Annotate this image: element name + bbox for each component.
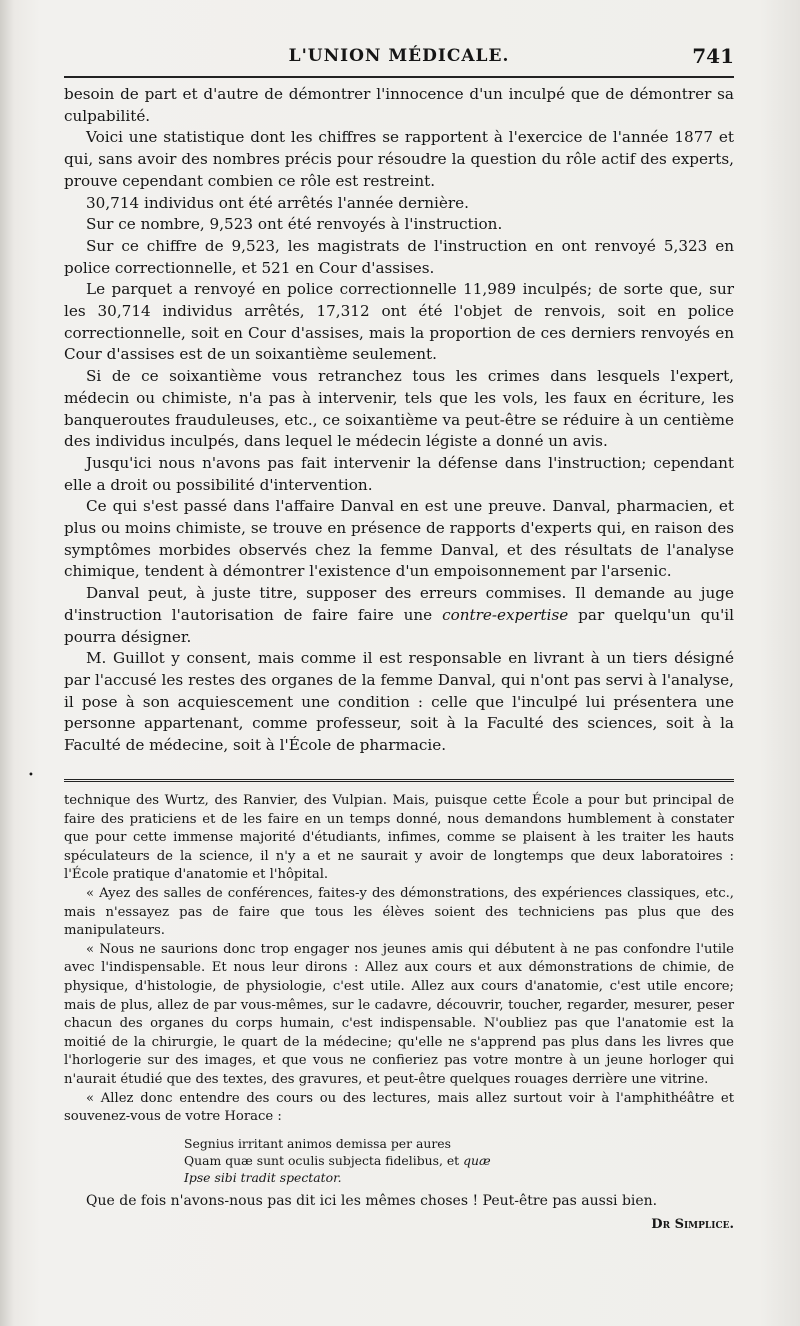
paragraph: besoin de part et d'autre de démontrer l'innocence d'un inculpé que de démontrer sa culpabilité. xyxy=(64,85,734,125)
footnote-separator xyxy=(64,779,734,786)
italic-line: Ipse sibi tradit spectator. xyxy=(184,1169,342,1185)
text-run: Danval peut, à juste titre, supposer des erreurs commises. Il demande au juge d'instruction l'autorisation de faire faire une xyxy=(64,584,734,624)
paragraph: Le parquet a renvoyé en police correctionnelle 11,989 inculpés; de sorte que, sur les 30,714 individus arrêtés, 17,312 ont été l'objet de renvois, soit en police correctionnelle, soit en Cour d'assises, mais la proportion de ces derniers renvoyés en Cour d'assises est de un soixantième seulement. xyxy=(64,280,734,364)
closing-remark: Que de fois n'avons-nous pas dit ici les mêmes choses ! Peut-être pas aussi bien. xyxy=(86,1192,658,1209)
footnote-paragraph: « Nous ne saurions donc trop engager nos jeunes amis qui débutent à ne pas confondre l'utile avec l'indispensable. Et nous leur dirons : Allez aux cours et aux démonstrations de chimie, de physique, d'histologie, de physiologie, c'est utile. Allez aux cours d'anatomie, c'est utile encore; mais de plus, allez de par vous-mêmes, sur le cadavre, découvrir, toucher, regarder, mesurer, peser chacun des organes du corps humain, c'est indispensable. N'oubliez pas que l'anatomie est la moitié de la chirurgie, le quart de la médecine; qu'elle ne s'apprend pas plus dans les livres que l'horlogerie sur des images, et que vous ne confieriez pas votre montre à un jeune horloger qui n'aurait étudié que des textes, des gravures, et peut-être quelques rouages derrière une vitrine. xyxy=(64,941,734,1087)
verse-line xyxy=(184,1169,734,1186)
text-run: par quelqu'un qu'il pourra désigner. xyxy=(64,605,734,646)
footnote-paragraph: « Allez donc entendre des cours ou des lectures, mais allez surtout voir à l'amphithéâtre et souvenez-vous de votre Horace : xyxy=(64,1090,734,1125)
page-header xyxy=(64,44,734,72)
header-rule xyxy=(64,76,734,78)
signature: Dr Simplice. xyxy=(651,1217,734,1233)
footnote-section xyxy=(64,792,734,1235)
footnote-paragraph: technique des Wurtz, des Ranvier, des Vulpian. Mais, puisque cette École a pour but principal de faire des praticiens et de les faire en un temps donné, nous demandons humblement à constater que pour cette immense majorité d'étudiants, infimes, comme se plaisent à les traiter les hauts spéculateurs de la science, il n'y a et ne saurait y avoir de longtemps que deux laboratoires : l'École pratique d'anatomie et l'hôpital. xyxy=(64,793,734,883)
margin-mark-icon: • xyxy=(28,770,34,781)
paragraph xyxy=(64,583,734,648)
italic-word: quæ xyxy=(463,1152,491,1168)
paragraph: Jusqu'ici nous n'avons pas fait intervenir la défense dans l'instruction; cependant elle a droit ou possibilité d'intervention. xyxy=(64,453,734,494)
paragraph: M. Guillot y consent, mais comme il est responsable en livrant à un tiers désigné par l'accusé les restes des organes de la femme Danval, qui n'ont pas servi à l'analyse, il pose à son acquiescement une condition : celle que l'inculpé lui présentera une personne appartenant, comme professeur, soit à la Faculté des sciences, soit à la Faculté de médecine, soit à l'École de pharmacie. xyxy=(64,649,734,755)
paragraph: Sur ce chiffre de 9,523, les magistrats de l'instruction en ont renvoyé 5,323 en police correctionnelle, et 521 en Cour d'assises. xyxy=(64,236,734,277)
running-title: L'UNION MÉDICALE. xyxy=(288,46,510,66)
text-run: Quam quæ sunt oculis subjecta fidelibus, et xyxy=(184,1152,464,1168)
footnote-paragraph: « Ayez des salles de conférences, faites-y des démonstrations, des expériences classiques, etc., mais n'essayez pas de faire que tous les élèves soient des techniciens pas plus que des manipulateurs. xyxy=(64,885,734,939)
verse-line xyxy=(184,1152,734,1169)
verse-line: Segnius irritant animos demissa per aures xyxy=(184,1135,451,1151)
paragraph: Si de ce soixantième vous retranchez tous les crimes dans lesquels l'expert, médecin ou chimiste, n'a pas à intervenir, tels que les vols, les faux en écriture, les banqueroutes frauduleuses, etc., ce soixantième va peut-être se réduire à un centième des individus inculpés, dans lequel le médecin légiste a donné un avis. xyxy=(64,367,734,451)
page-number: 741 xyxy=(692,44,734,68)
italic-term: contre-expertise xyxy=(442,605,569,624)
main-text xyxy=(64,84,734,757)
paragraph: Sur ce nombre, 9,523 ont été renvoyés à l'instruction. xyxy=(86,215,503,234)
latin-verse xyxy=(184,1135,734,1186)
paragraph: Voici une statistique dont les chiffres se rapportent à l'exercice de l'année 1877 et qui, sans avoir des nombres précis pour résoudre la question du rôle actif des experts, prouve cependant combien ce rôle est restreint. xyxy=(64,128,734,190)
paragraph: 30,714 individus ont été arrêtés l'année dernière. xyxy=(86,193,469,212)
paragraph: Ce qui s'est passé dans l'affaire Danval en est une preuve. Danval, pharmacien, et plus ou moins chimiste, se trouve en présence de rapports d'experts qui, en raison des symptômes morbides observés chez la femme Danval, et des résultats de l'analyse chimique, tendent à démontrer l'existence d'un empoisonnement par l'arsenic. xyxy=(64,497,734,581)
